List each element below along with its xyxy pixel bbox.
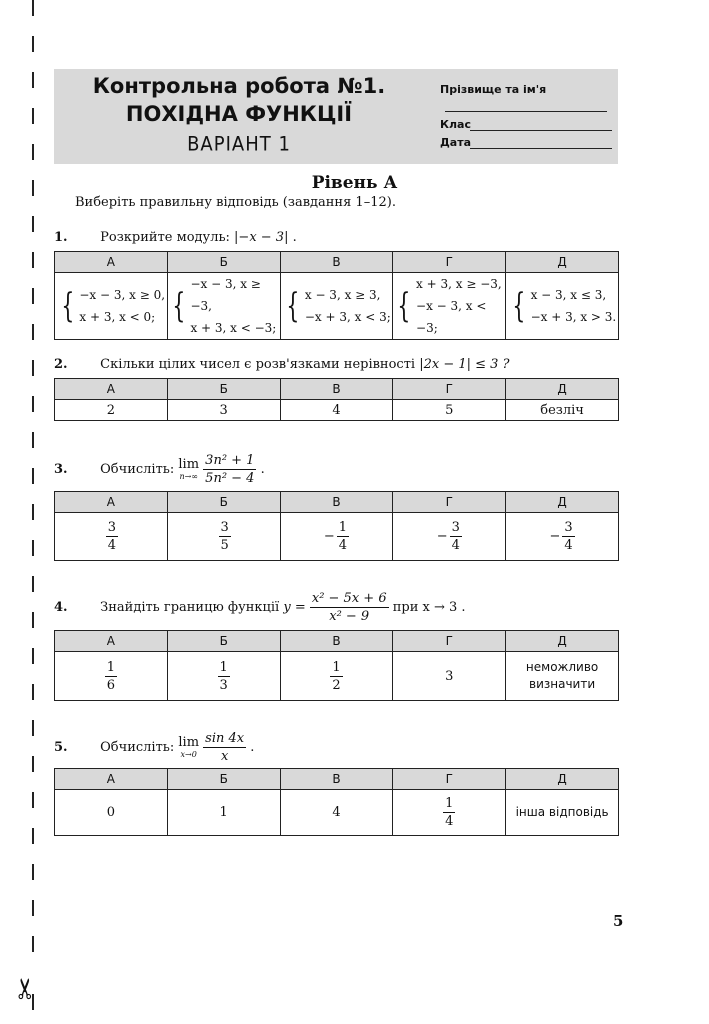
col-header: А: [55, 492, 168, 513]
level-title: Рівень А: [311, 173, 398, 193]
limit-fraction: $\frac{\sin 4x}{x}$: [205, 731, 245, 764]
col-header: Д: [506, 631, 619, 652]
col-header: А: [55, 379, 168, 400]
answer-table-4: [54, 630, 619, 701]
answer-option-d[interactable]: − $\frac{3}{4}$: [506, 513, 619, 561]
task-2: [54, 357, 510, 372]
test-title: Контрольна робота №1.: [92, 74, 386, 98]
col-header: Б: [167, 379, 280, 400]
answer-option-b[interactable]: $\frac{3}{5}$: [167, 513, 280, 561]
col-header: Б: [167, 252, 280, 273]
header-block: [54, 69, 618, 164]
answer-option-d[interactable]: { x − 3, x ≤ 3, −x + 3, x > 3.: [506, 273, 619, 340]
task-text: Знайдіть границю функції: [100, 600, 280, 615]
function-prefix: y =: [283, 600, 306, 615]
task-5: 5. Обчисліть: lim x→0 $\frac{\sin 4x}{x}$ .: [54, 731, 255, 764]
answer-option-a[interactable]: 0: [55, 790, 168, 836]
test-topic: ПОХІДНА ФУНКЦІЇ: [125, 102, 353, 126]
name-field[interactable]: [445, 111, 607, 112]
answer-option-b[interactable]: 1: [167, 790, 280, 836]
task-3: 3. Обчисліть: lim n→∞ $\frac{\text{3n² + 1}}{\text{5n² − 4}}$ .: [54, 453, 265, 486]
col-header: В: [280, 379, 393, 400]
col-header: В: [280, 252, 393, 273]
answer-table-5: [54, 768, 619, 836]
col-header: Б: [167, 631, 280, 652]
task-text: Скільки цілих чисел є розв'язками нерівності: [100, 357, 416, 372]
answer-option-v[interactable]: 4: [280, 790, 393, 836]
col-header: Б: [167, 492, 280, 513]
task-number: 3.: [54, 462, 68, 477]
answer-option-d[interactable]: безліч: [506, 400, 619, 421]
task-number: 2.: [54, 357, 68, 372]
limit-expression: lim x→0: [178, 735, 200, 759]
col-header: Г: [393, 379, 506, 400]
answer-option-g[interactable]: { x + 3, x ≥ −3, −x − 3, x < −3;: [393, 273, 506, 340]
scissors-icon: ✂: [9, 976, 43, 1001]
col-header: В: [280, 492, 393, 513]
task-number: 4.: [54, 600, 68, 615]
task-text: Розкрийте модуль:: [100, 230, 230, 245]
task-1: 1. Розкрийте модуль: |−x − 3| .: [54, 230, 297, 245]
function-fraction: $\frac{\text{x² − 5x + 6}}{\text{x² − 9}}$: [311, 591, 387, 624]
col-header: Б: [167, 769, 280, 790]
answer-option-v[interactable]: 4: [280, 400, 393, 421]
answer-table-1: [54, 251, 619, 340]
col-header: В: [280, 769, 393, 790]
col-header: Г: [393, 769, 506, 790]
col-header: Г: [393, 492, 506, 513]
class-field[interactable]: [470, 130, 612, 131]
col-header: Д: [506, 252, 619, 273]
answer-table-3: [54, 491, 619, 561]
task-suffix: при x → 3 .: [392, 600, 466, 615]
answer-option-v[interactable]: $\frac{1}{2}$: [280, 652, 393, 701]
answer-option-g[interactable]: 3: [393, 652, 506, 701]
class-label: Клас: [440, 118, 471, 131]
col-header: Д: [506, 492, 619, 513]
date-label: Дата: [440, 136, 472, 149]
answer-option-b[interactable]: { −x − 3, x ≥ −3, x + 3, x < −3;: [167, 273, 280, 340]
col-header: В: [280, 631, 393, 652]
answer-option-g[interactable]: $\frac{1}{4}$: [393, 790, 506, 836]
answer-option-a[interactable]: $\frac{1}{6}$: [55, 652, 168, 701]
task-text: Обчисліть:: [100, 740, 175, 755]
variant-label: ВАРІАНТ 1: [187, 132, 291, 157]
answer-option-a[interactable]: { −x − 3, x ≥ 0, x + 3, x < 0;: [55, 273, 168, 340]
date-field[interactable]: [470, 148, 612, 149]
answer-option-g[interactable]: 5: [393, 400, 506, 421]
instruction: Виберіть правильну відповідь (завдання 1–12).: [75, 195, 396, 210]
answer-table-2: [54, 378, 619, 421]
task-4: [54, 590, 466, 625]
answer-option-d[interactable]: інша відповідь: [506, 790, 619, 836]
task-expression: |2x − 1| ≤ 3 ?: [419, 357, 510, 372]
page-number: 5: [613, 912, 624, 930]
answer-option-v[interactable]: − $\frac{1}{4}$: [280, 513, 393, 561]
answer-option-b[interactable]: $\frac{1}{3}$: [167, 652, 280, 701]
answer-option-a[interactable]: $\frac{3}{4}$: [55, 513, 168, 561]
answer-option-v[interactable]: { x − 3, x ≥ 3, −x + 3, x < 3;: [280, 273, 393, 340]
name-label: Прізвище та ім'я: [440, 83, 547, 96]
col-header: Д: [506, 769, 619, 790]
cut-line: [32, 0, 34, 1010]
task-number: 1.: [54, 230, 68, 245]
col-header: Г: [393, 252, 506, 273]
answer-option-g[interactable]: − $\frac{3}{4}$: [393, 513, 506, 561]
limit-expression: lim n→∞: [178, 457, 200, 481]
col-header: А: [55, 252, 168, 273]
col-header: А: [55, 631, 168, 652]
task-expression: |−x − 3|: [234, 230, 289, 245]
col-header: Г: [393, 631, 506, 652]
answer-option-a[interactable]: 2: [55, 400, 168, 421]
col-header: А: [55, 769, 168, 790]
answer-option-b[interactable]: 3: [167, 400, 280, 421]
answer-option-d[interactable]: неможливо визначити: [506, 652, 619, 701]
limit-fraction: $\frac{\text{3n² + 1}}{\text{5n² − 4}}$: [205, 453, 255, 486]
col-header: Д: [506, 379, 619, 400]
task-text: Обчисліть:: [100, 462, 175, 477]
task-number: 5.: [54, 740, 68, 755]
